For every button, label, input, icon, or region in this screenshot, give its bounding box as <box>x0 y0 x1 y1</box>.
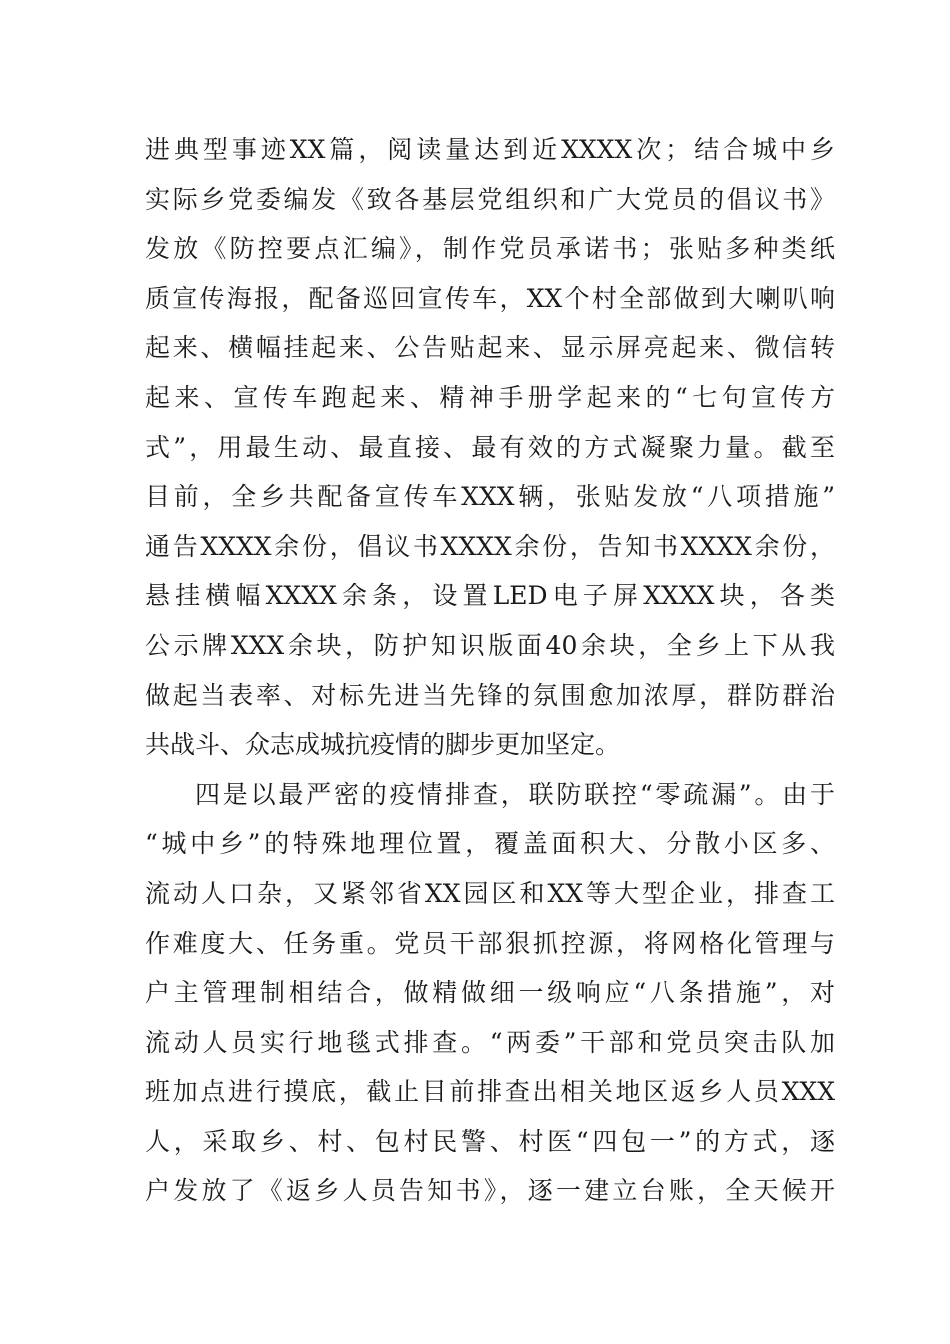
paragraph-end-line: 共战斗、众志成城抗疫情的脚步更加坚定。 <box>145 730 621 760</box>
text-line: 做起当表率、对标先进当先锋的氛围愈加浓厚，群防群治 <box>145 680 835 710</box>
paragraph-first-line: 四是以最严密的疫情排查，联防联控“零疏漏”。由于 <box>195 779 835 809</box>
text-line: “城中乡”的特殊地理位置，覆盖面积大、分散小区多、 <box>145 829 835 859</box>
text-line: 人，采取乡、村、包村民警、村医“四包一”的方式，逐 <box>145 1126 835 1156</box>
text-line: 户主管理制相结合，做精做细一级响应“八条措施”，对 <box>145 978 835 1008</box>
text-line: 实际乡党委编发《致各基层党组织和广大党员的倡议书》 <box>145 184 835 214</box>
text-line: 进典型事迹XX篇，阅读量达到近XXXX次；结合城中乡 <box>145 135 835 164</box>
text-line: 目前，全乡共配备宣传车XXX辆，张贴发放“八项措施” <box>145 482 835 512</box>
text-line: 起来、横幅挂起来、公告贴起来、显示屏亮起来、微信转 <box>145 333 835 363</box>
text-line: 户发放了《返乡人员告知书》，逐一建立台账，全天候开 <box>145 1176 835 1206</box>
text-line: 悬挂横幅XXXX余条，设置LED电子屏XXXX块，各类 <box>145 581 835 611</box>
text-line: 公示牌XXX余块，防护知识版面40余块，全乡上下从我 <box>145 630 835 660</box>
text-line: 作难度大、任务重。党员干部狠抓控源，将网格化管理与 <box>145 928 835 958</box>
document-body <box>145 125 835 1216</box>
text-line: 发放《防控要点汇编》，制作党员承诺书；张贴多种类纸 <box>145 234 835 264</box>
text-line: 流动人口杂，又紧邻省XX园区和XX等大型企业，排查工 <box>145 878 835 908</box>
text-line: 流动人员实行地毯式排查。“两委”干部和党员突击队加 <box>145 1027 835 1057</box>
text-line: 班加点进行摸底，截止目前排查出相关地区返乡人员XXX <box>145 1077 835 1107</box>
text-line: 起来、宣传车跑起来、精神手册学起来的“七句宣传方 <box>145 382 835 412</box>
text-line: 式”，用最生动、最直接、最有效的方式凝聚力量。截至 <box>145 432 835 462</box>
text-line: 质宣传海报，配备巡回宣传车，XX个村全部做到大喇叭响 <box>145 283 835 313</box>
text-line: 通告XXXX余份，倡议书XXXX余份，告知书XXXX余份， <box>145 531 835 561</box>
